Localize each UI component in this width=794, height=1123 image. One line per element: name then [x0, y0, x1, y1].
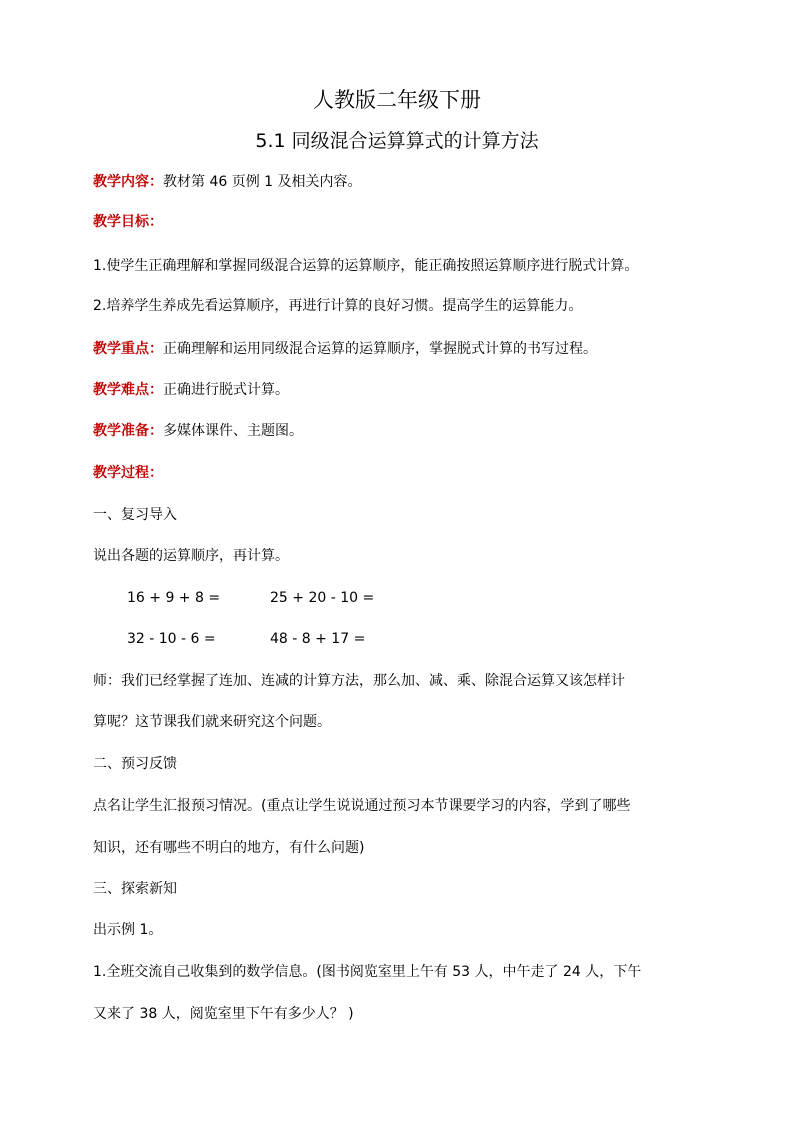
teaching-key-label: 教学重点：: [93, 341, 163, 357]
teaching-prep-line: [93, 421, 723, 441]
section-1-heading: 一、复习导入: [93, 507, 177, 523]
review-equation-4: 48 - 8 + 17 =: [270, 631, 366, 647]
teaching-prep-text: 多媒体课件、主题图。: [163, 423, 303, 439]
document-title: 人教版二年级下册: [313, 88, 481, 112]
teaching-key-text: 正确理解和运用同级混合运算的运算顺序，掌握脱式计算的书写过程。: [163, 341, 597, 357]
teaching-process-label: 教学过程：: [93, 465, 163, 481]
teaching-content-label: 教学内容：: [93, 174, 163, 190]
section-3-line-2: 又来了 38 人，阅览室里下午有多少人？ ): [93, 1006, 354, 1022]
review-equation-2: 25 + 20 - 10 =: [270, 590, 375, 606]
teaching-difficulty-label: 教学难点：: [93, 382, 163, 398]
section-3-intro: 出示例 1。: [93, 922, 163, 938]
lesson-subtitle: 5.1 同级混合运算算式的计算方法: [255, 130, 539, 152]
goal-item-2: 2.培养学生养成先看运算顺序，再进行计算的良好习惯。提高学生的运算能力。: [93, 298, 583, 314]
teaching-goals-line: [93, 212, 723, 232]
teaching-content-text: 教材第 46 页例 1 及相关内容。: [163, 174, 362, 190]
section-1-intro: 说出各题的运算顺序，再计算。: [93, 548, 289, 564]
teaching-content-line: [93, 172, 723, 192]
teaching-difficulty-text: 正确进行脱式计算。: [163, 382, 289, 398]
review-equation-3: 32 - 10 - 6 =: [127, 631, 216, 647]
section-2-line-1: 点名让学生汇报预习情况。(重点让学生说说通过预习本节课要学习的内容，学到了哪些: [93, 798, 631, 814]
teacher-remark-line-2: 算呢？这节课我们就来研究这个问题。: [93, 714, 331, 730]
section-2-line-2: 知识，还有哪些不明白的地方，有什么问题): [93, 840, 365, 856]
teaching-process-line: [93, 463, 723, 483]
review-equation-1: 16 + 9 + 8 =: [127, 590, 221, 606]
teaching-key-line: [93, 339, 723, 359]
teaching-goals-label: 教学目标：: [93, 214, 163, 230]
section-2-heading: 二、预习反馈: [93, 756, 177, 772]
teaching-difficulty-line: [93, 380, 723, 400]
teacher-remark-line-1: 师：我们已经掌握了连加、连减的计算方法，那么加、减、乘、除混合运算又该怎样计: [93, 673, 625, 689]
teaching-prep-label: 教学准备：: [93, 423, 163, 439]
section-3-heading: 三、探索新知: [93, 881, 177, 897]
goal-item-1: 1.使学生正确理解和掌握同级混合运算的运算顺序，能正确按照运算顺序进行脱式计算。: [93, 258, 639, 274]
section-3-line-1: 1.全班交流自己收集到的数学信息。(图书阅览室里上午有 53 人，中午走了 24 人，下午: [93, 964, 642, 980]
